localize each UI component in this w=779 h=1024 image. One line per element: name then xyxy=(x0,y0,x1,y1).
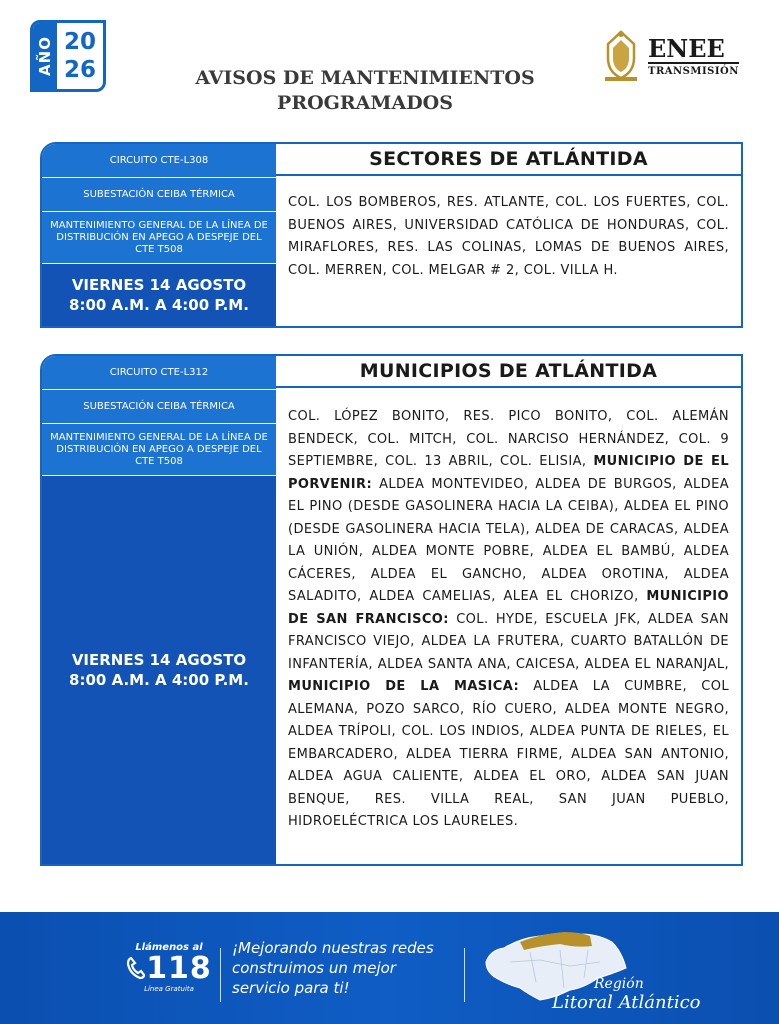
notice-info-column xyxy=(42,356,276,864)
separator xyxy=(464,948,465,1002)
area-list: COL. LÓPEZ BONITO, RES. PICO BONITO, COL. ALEMÁN BENDECK, COL. MITCH, COL. NARCISO HERNÁNDEZ, COL. 9 SEPTIEMBRE, COL. 13 ABRIL, COL. ELISIA, xyxy=(288,409,729,469)
schedule-date: VIERNES 14 AGOSTO xyxy=(71,651,247,669)
year-number xyxy=(57,23,103,89)
slogan-line1: ¡Mejorando nuestras redes xyxy=(232,939,434,957)
work-description: MANTENIMIENTO GENERAL DE LA LÍNEA DE DISTRIBUCIÓN EN APEGO A DESPEJE DEL CTE T508 xyxy=(42,212,276,264)
sector-title: MUNICIPIOS DE ATLÁNTIDA xyxy=(276,356,741,388)
slogan-line2: construimos un mejor xyxy=(232,959,396,977)
area-list: ALDEA MONTEVIDEO, ALDEA DE BURGOS, ALDEA EL PINO (DESDE GASOLINERA HACIA LA CEIBA), ALDEA EL PINO (DESDE GASOLINERA HACIA TELA), ALDEA DE CARACAS, ALDEA LA UNIÓN, ALDEA MONTE POBRE, ALDEA EL BAMBÚ, ALDEA CÁCERES, ALDEA EL GANCHO, ALDEA OROTINA, ALDEA SALADITO, ALDEA CAMELIAS, ALEA EL CHORIZO, xyxy=(288,476,729,604)
title-line2: PROGRAMADOS xyxy=(277,92,453,114)
hotline-label: Llámenos al xyxy=(135,942,203,953)
schedule-date: VIERNES 14 AGOSTO xyxy=(71,276,247,294)
page-title xyxy=(150,66,580,116)
maintenance-notice-1 xyxy=(40,142,743,328)
region-small: Región xyxy=(594,976,644,992)
affected-areas-text xyxy=(276,176,741,282)
schedule-time: 8:00 A.M. A 4:00 P.M. xyxy=(69,296,249,314)
schedule xyxy=(42,476,276,864)
maintenance-notice-2 xyxy=(40,354,743,866)
sector-title: SECTORES DE ATLÁNTIDA xyxy=(276,144,741,176)
affected-areas-text xyxy=(276,388,741,834)
notice-info-column xyxy=(42,144,276,326)
brand-subtitle: TRANSMISIÓN xyxy=(648,65,739,77)
year-word-label: AÑO xyxy=(36,36,55,76)
enee-logo xyxy=(600,28,739,84)
hotline xyxy=(124,942,214,993)
substation-label: SUBESTACIÓN CEIBA TÉRMICA xyxy=(42,390,276,424)
year-badge xyxy=(30,20,106,92)
work-description: MANTENIMIENTO GENERAL DE LA LÍNEA DE DISTRIBUCIÓN EN APEGO A DESPEJE DEL CTE T508 xyxy=(42,424,276,476)
year-top: 20 xyxy=(63,29,96,55)
slogan-line3: servicio para ti! xyxy=(232,979,350,997)
phone-icon xyxy=(126,956,146,980)
notice-detail-column xyxy=(276,356,741,864)
hotline-number-row xyxy=(124,953,214,985)
schedule-time: 8:00 A.M. A 4:00 P.M. xyxy=(69,671,249,689)
title-line1: AVISOS DE MANTENIMIENTOS xyxy=(195,67,535,89)
separator xyxy=(220,948,221,1002)
area-list: COL. LOS BOMBEROS, RES. ATLANTE, COL. LOS FUERTES, COL. BUENOS AIRES, UNIVERSIDAD CATÓLICA DE HONDURAS, COL. MIRAFLORES, RES. LAS COLINAS, LOMAS DE BUENOS AIRES, COL. MERREN, COL. MELGAR # 2, COL. VILLA H. xyxy=(288,195,729,278)
hotline-sub: Línea Gratuita xyxy=(144,985,194,993)
area-list: ALDEA LA CUMBRE, COL ALEMANA, POZO SARCO, RÍO CUERO, ALDEA MONTE NEGRO, ALDEA TRÍPOLI, COL. LOS INDIOS, ALDEA PUNTA DE RIELES, EL EMBARCADERO, ALDEA TIERRA FIRME, ALDEA SAN ANTONIO, ALDEA AGUA CALIENTE, ALDEA EL ORO, ALDEA SAN JUAN BENQUE, RES. VILLA REAL, SAN JUAN PUEBLO, HIDROELÉCTRICA LOS LAURELES. xyxy=(288,679,729,829)
hotline-number: 118 xyxy=(146,951,212,986)
municipality-heading: MUNICIPIO DE SAN FRANCISCO: xyxy=(288,589,729,627)
region-big: Litoral Atlántico xyxy=(552,992,701,1013)
municipality-heading: MUNICIPIO DE EL PORVENIR: xyxy=(288,454,730,492)
year-word xyxy=(33,23,57,89)
circuit-label: CIRCUITO CTE-L308 xyxy=(42,144,276,178)
notice-detail-column xyxy=(276,144,741,326)
slogan xyxy=(232,938,462,998)
area-list: COL. HYDE, ESCUELA JFK, ALDEA SAN FRANCISCO VIEJO, ALDEA LA FRUTERA, CUARTO BATALLÓN DE INFANTERÍA, ALDEA SANTA ANA, CAICESA, ALDEA EL NARANJAL, xyxy=(288,611,729,672)
year-bottom: 26 xyxy=(63,57,96,83)
municipality-heading: MUNICIPIO DE LA MASICA: xyxy=(288,679,520,694)
schedule xyxy=(42,264,276,326)
circuit-label: CIRCUITO CTE-L312 xyxy=(42,356,276,390)
region-label xyxy=(552,976,701,1013)
brand-name: ENEE xyxy=(648,36,739,64)
honduras-crest-icon xyxy=(600,28,642,84)
substation-label: SUBESTACIÓN CEIBA TÉRMICA xyxy=(42,178,276,212)
